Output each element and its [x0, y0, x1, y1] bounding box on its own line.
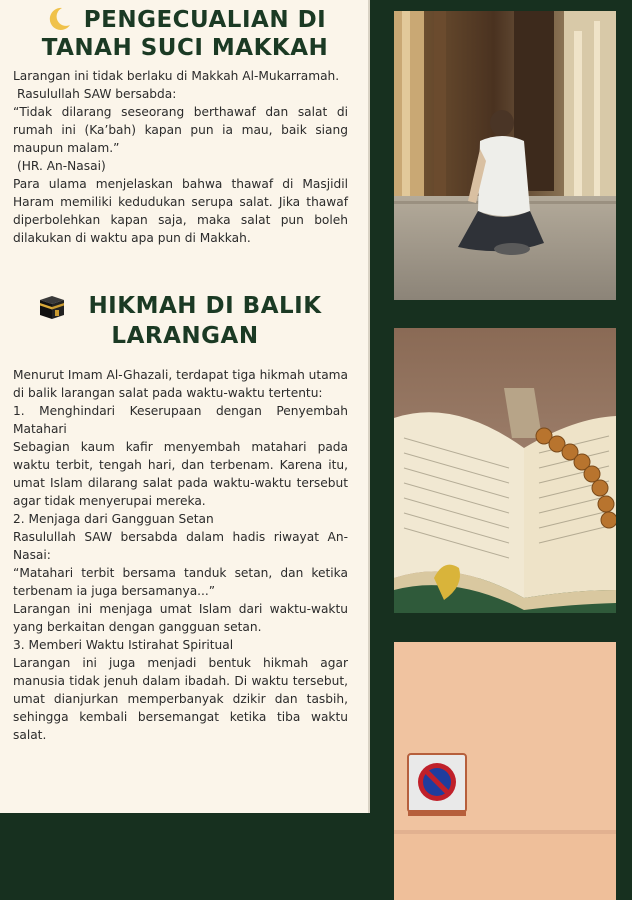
section-title-exception — [0, 6, 370, 62]
section-body-wisdom — [13, 366, 348, 744]
photo-wall-sign — [394, 642, 616, 900]
panel-edge — [368, 0, 370, 813]
list-heading: 1. Menghindari Keserupaan dengan Penyembah Matahari — [13, 404, 348, 436]
hadith-quote: “Matahari terbit bersama tanduk setan, dan ketika terbenam ia juga bersamanya...” — [13, 566, 348, 598]
section-title-line: HIKMAH DI BALIK — [88, 293, 322, 319]
section-body-exception — [13, 67, 348, 247]
photo-man-praying — [394, 11, 616, 300]
section-title-wisdom — [0, 292, 370, 350]
list-heading: 3. Memberi Waktu Istirahat Spiritual — [13, 638, 234, 652]
paragraph: Rasulullah SAW bersabda: — [17, 87, 177, 101]
paragraph: Para ulama menjelaskan bahwa thawaf di Masjidil Haram memiliki kedudukan serupa salat. Jika thawaf diperbolehkan kapan saja, maka salat pun boleh dilakukan di waktu apa pun di Makkah. — [13, 177, 348, 245]
hadith-quote: “Tidak dilarang seseorang berthawaf dan salat di rumah ini (Ka’bah) kapan pun ia mau, baik siang maupun malam.” — [13, 105, 348, 155]
section-title-line: TANAH SUCI MAKKAH — [41, 35, 329, 61]
paragraph: Larangan ini juga menjadi bentuk hikmah agar manusia tidak jenuh dalam ibadah. Di waktu tersebut, umat dianjurkan memperbanyak dzikir dan tasbih, sehingga kembali bersemangat ketika tiba waktu salat. — [13, 656, 348, 742]
photo-quran-beads — [394, 328, 616, 613]
list-heading: 2. Menjaga dari Gangguan Setan — [13, 512, 214, 526]
paragraph: Sebagian kaum kafir menyembah matahari pada waktu terbit, tengah hari, dan terbenam. Karena itu, umat Islam dilarang salat pada waktu-waktu tersebut agar tidak menyerupai mereka. — [13, 440, 348, 508]
paragraph: Rasulullah SAW bersabda dalam hadis riwayat An-Nasai: — [13, 530, 348, 562]
section-title-line: PENGECUALIAN DI — [83, 7, 327, 33]
section-title-line: LARANGAN — [111, 323, 259, 349]
paragraph: Larangan ini tidak berlaku di Makkah Al-Mukarramah. — [13, 69, 340, 83]
hadith-source: (HR. An-Nasai) — [17, 159, 106, 173]
paragraph: Menurut Imam Al-Ghazali, terdapat tiga hikmah utama di balik larangan salat pada waktu-waktu tertentu: — [13, 368, 348, 400]
paragraph: Larangan ini menjaga umat Islam dari waktu-waktu yang berkaitan dengan gangguan setan. — [13, 602, 348, 634]
